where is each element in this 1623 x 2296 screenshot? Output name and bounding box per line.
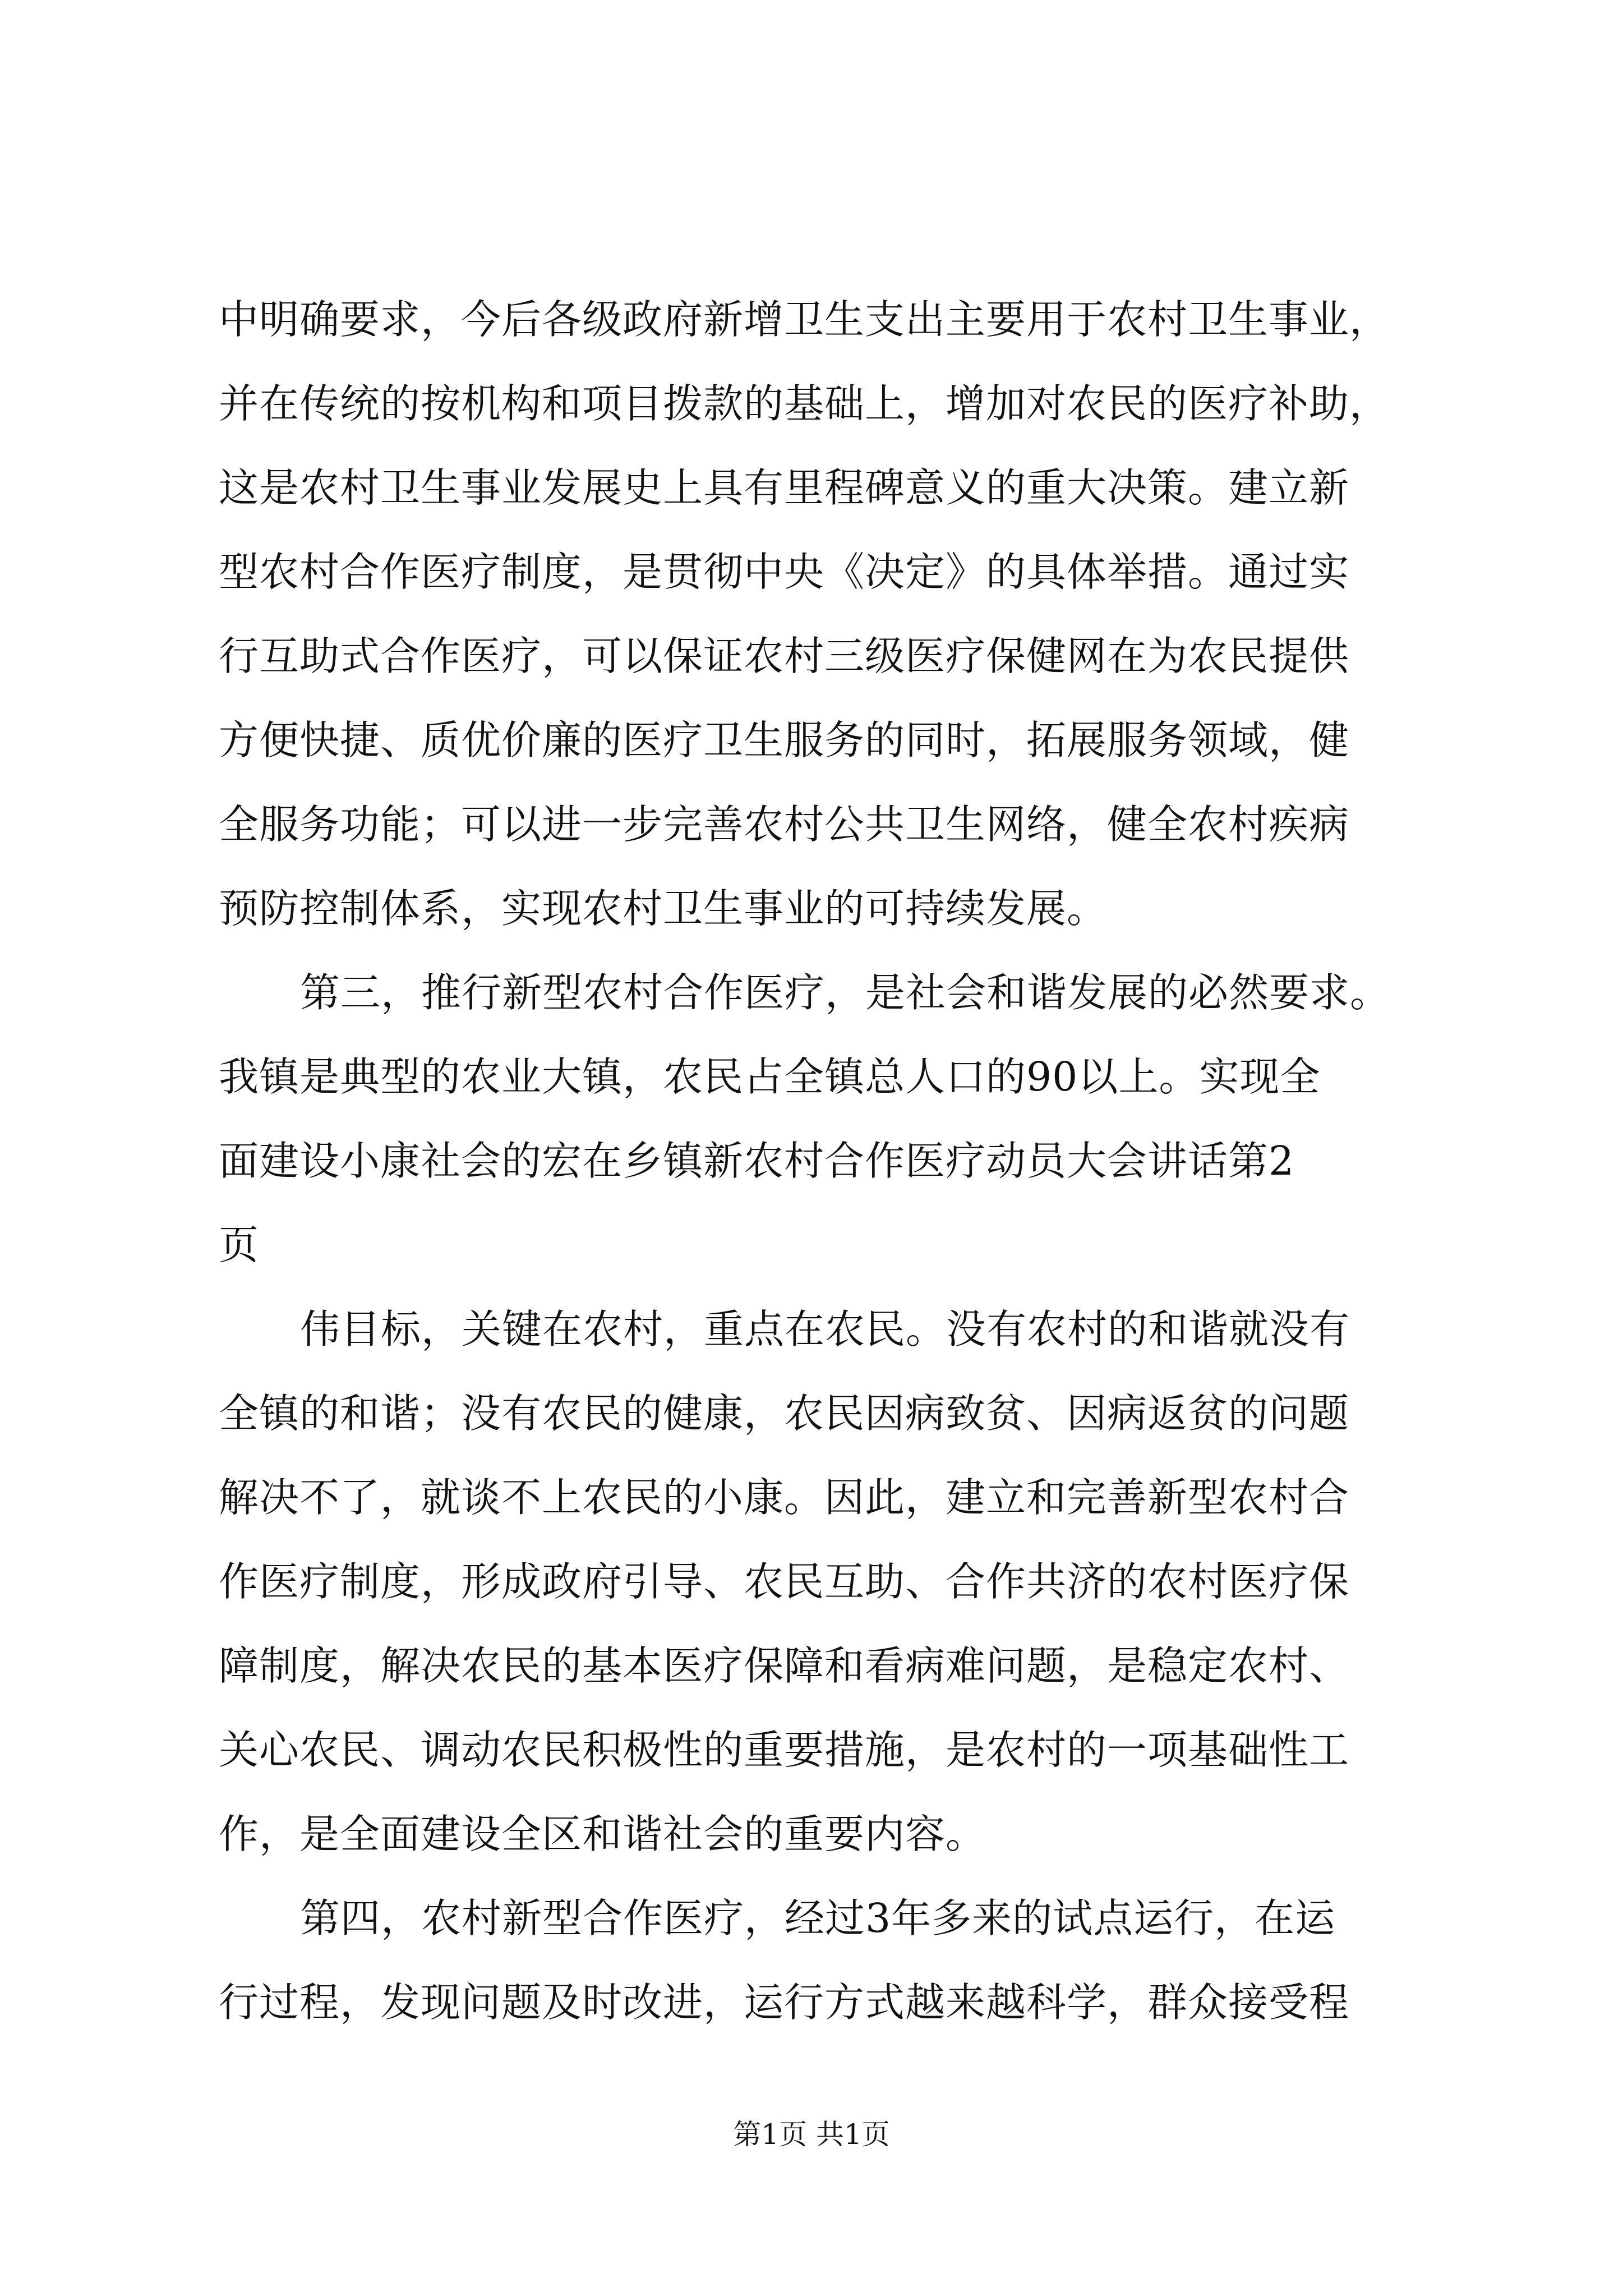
text-line: 我镇是典型的农业大镇，农民占全镇总人口的90以上。实现全 xyxy=(219,1053,1321,1100)
text-line: 这是农村卫生事业发展史上具有里程碑意义的重大决策。建立新 xyxy=(219,464,1350,511)
page-footer: 第1页 共1页 xyxy=(733,2118,890,2151)
text-line: 全镇的和谐；没有农民的健康，农民因病致贫、因病返贫的问题 xyxy=(219,1390,1350,1437)
text-line: 解决不了，就谈不上农民的小康。因此，建立和完善新型农村合 xyxy=(219,1474,1350,1521)
text-line: 全服务功能；可以进一步完善农村公共卫生网络，健全农村疾病 xyxy=(219,801,1350,848)
text-line: 面建设小康社会的宏在乡镇新农村合作医疗动员大会讲话第2 xyxy=(219,1138,1295,1184)
text-line: 作，是全面建设全区和谐社会的重要内容。 xyxy=(219,1811,986,1857)
paragraph-start-line: 第三，推行新型农村合作医疗，是社会和谐发展的必然要求。 xyxy=(300,969,1391,1016)
text-line: 方便快捷、质优价廉的医疗卫生服务的同时，拓展服务领域，健 xyxy=(219,717,1350,763)
text-line: 关心农民、调动农民积极性的重要措施，是农村的一项基础性工 xyxy=(219,1727,1350,1773)
text-line: 障制度，解决农民的基本医疗保障和看病难问题，是稳定农村、 xyxy=(219,1642,1350,1689)
paragraph-start-line: 伟目标，关键在农村，重点在农民。没有农村的和谐就没有 xyxy=(300,1306,1350,1352)
paragraph-start-line: 第四，农村新型合作医疗，经过3年多来的试点运行，在运 xyxy=(300,1895,1336,1941)
text-line: 并在传统的按机构和项目拨款的基础上，增加对农民的医疗补助， xyxy=(219,380,1390,427)
text-line: 页 xyxy=(219,1222,260,1268)
text-line: 作医疗制度，形成政府引导、农民互助、合作共济的农村医疗保 xyxy=(219,1558,1350,1605)
text-line: 中明确要求，今后各级政府新增卫生支出主要用于农村卫生事业， xyxy=(219,296,1390,343)
text-line: 行互助式合作医疗，可以保证农村三级医疗保健网在为农民提供 xyxy=(219,633,1350,679)
text-line: 型农村合作医疗制度，是贯彻中央《决定》的具体举措。通过实 xyxy=(219,549,1350,595)
text-line: 行过程，发现问题及时改进，运行方式越来越科学，群众接受程 xyxy=(219,1979,1350,2026)
text-line: 预防控制体系，实现农村卫生事业的可持续发展。 xyxy=(219,885,1108,932)
